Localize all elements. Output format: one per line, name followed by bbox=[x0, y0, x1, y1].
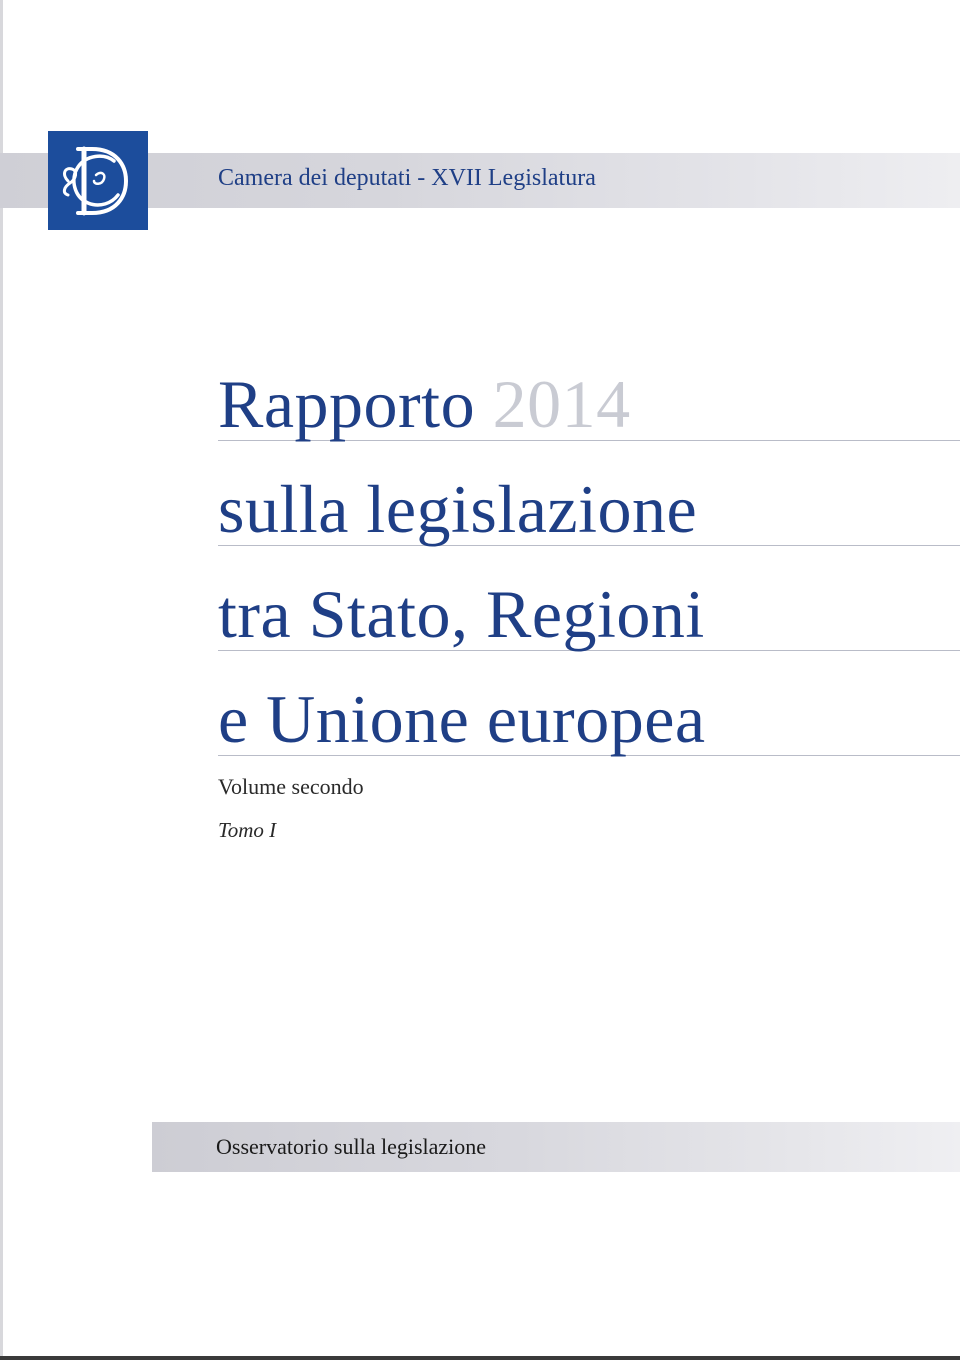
title-line-4 bbox=[218, 651, 960, 756]
title-line-2-text: sulla legislazione bbox=[218, 471, 698, 547]
title-line-4-text: e Unione europea bbox=[218, 681, 706, 757]
camera-dei-deputati-monogram-icon bbox=[48, 131, 148, 230]
tomo-label: Tomo I bbox=[218, 818, 277, 842]
title-line-1 bbox=[218, 336, 960, 441]
footer-label: Osservatorio sulla legislazione bbox=[216, 1134, 487, 1159]
institution-label: Camera dei deputati - XVII Legislatura bbox=[218, 165, 596, 191]
volume-label: Volume secondo bbox=[218, 774, 364, 799]
title-year: 2014 bbox=[492, 366, 631, 442]
report-title bbox=[218, 336, 960, 756]
title-line-3 bbox=[218, 546, 960, 651]
title-line-3-text: tra Stato, Regioni bbox=[218, 576, 705, 652]
title-line-2 bbox=[218, 441, 960, 546]
page-bottom-edge bbox=[0, 1356, 960, 1360]
title-word: Rapporto bbox=[218, 366, 476, 442]
